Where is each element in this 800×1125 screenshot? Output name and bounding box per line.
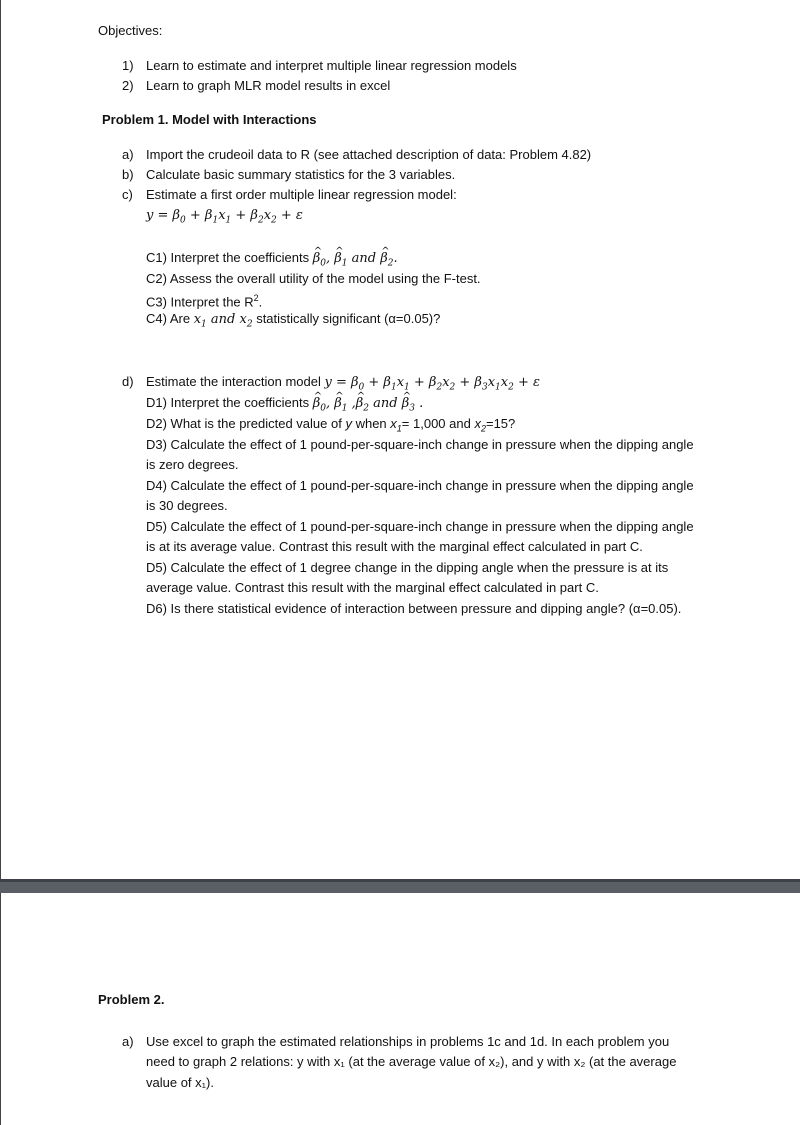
page-2: [0, 893, 800, 1125]
p2-a-number: a): [122, 1034, 134, 1049]
objective-2-text: Learn to graph MLR model results in excel: [146, 78, 391, 93]
p1-c-number: c): [122, 187, 133, 202]
first-order-model-equation: $y = \beta_0 + \beta_1x_1 + \beta_2x_2 + \varepsilon$: [146, 208, 303, 226]
d5b-line-2: average value. Contrast this result with the marginal effect calculated in part C.: [146, 580, 599, 595]
p2-a-line-1: Use excel to graph the estimated relationships in problems 1c and 1d. In each problem you: [146, 1034, 670, 1049]
d6-text: D6) Is there statistical evidence of interaction between pressure and dipping angle? (α=0.05).: [146, 601, 682, 616]
d1-text: D1) Interpret the coefficients β $\^{}_0$, β $\^{}_1$ ,β $\^{}_2$ and β $\^{}_3$ .: [146, 394, 423, 418]
c1-text: C1) Interpret the coefficients β $\^{}_0$, β $\^{}_1$ and β $\^{}_2$.: [146, 249, 398, 273]
d5b-line-1: D5) Calculate the effect of 1 degree change in the dipping angle when the pressure is at its: [146, 560, 669, 575]
c3-text: C3) Interpret the $R^2$.: [146, 293, 263, 310]
d4-line-2: is 30 degrees.: [146, 498, 228, 513]
p1-d-text: Estimate the interaction model $y = \beta_0 + \beta_1x_1 + \beta_2x_2 + \beta_3x_1x_2 + \varepsilon$: [146, 374, 540, 393]
d3-line-2: is zero degrees.: [146, 457, 239, 472]
p1-c-text: Estimate a first order multiple linear regression model:: [146, 187, 457, 202]
objectives-heading: Objectives:: [98, 23, 163, 38]
page-separator: [0, 879, 800, 893]
problem1-title: Problem 1. Model with Interactions: [102, 112, 317, 127]
d2-text: D2) What is the predicted value of y when $x_1= 1,000$ and $x_2=15$?: [146, 416, 516, 434]
objective-1-text: Learn to estimate and interpret multiple linear regression models: [146, 58, 517, 73]
problem2-title: Problem 2.: [98, 992, 165, 1007]
c2-text: C2) Assess the overall utility of the model using the F-test.: [146, 271, 481, 286]
p1-a-text: Import the crudeoil data to R (see attached description of data: Problem 4.82): [146, 147, 592, 162]
objective-1-number: 1): [122, 58, 134, 73]
p1-b-number: b): [122, 167, 134, 182]
d4-line-1: D4) Calculate the effect of 1 pound-per-square-inch change in pressure when the dipping angle: [146, 478, 694, 493]
p1-d-number: d): [122, 374, 134, 389]
d3-line-1: D3) Calculate the effect of 1 pound-per-square-inch change in pressure when the dipping angle: [146, 437, 694, 452]
c4-text: C4) Are $x_1$ and $x_2$ statistically significant (α=0.05)?: [146, 311, 441, 330]
p1-a-number: a): [122, 147, 134, 162]
d5a-line-2: is at its average value. Contrast this result with the marginal effect calculated in part C.: [146, 539, 643, 554]
objective-2-number: 2): [122, 78, 134, 93]
p2-a-line-2: need to graph 2 relations: y with x₁ (at the average value of x₂), and y with x₂ (at the average: [146, 1054, 677, 1069]
p1-b-text: Calculate basic summary statistics for the 3 variables.: [146, 167, 456, 182]
d5a-line-1: D5) Calculate the effect of 1 pound-per-square-inch change in pressure when the dipping angle: [146, 519, 694, 534]
p2-a-line-3: value of x₁).: [146, 1075, 214, 1090]
